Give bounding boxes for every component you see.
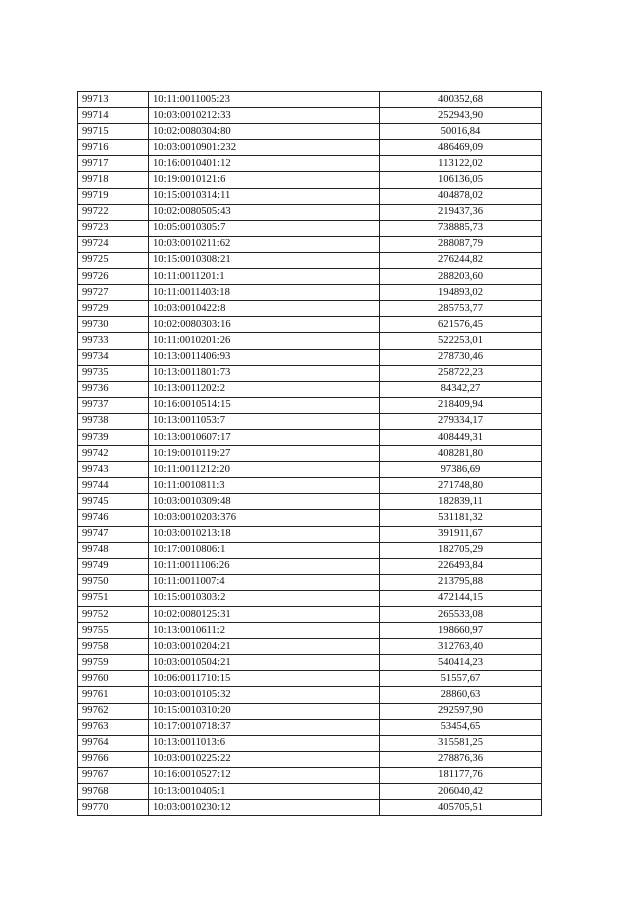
row-id-cell: 99766	[78, 751, 149, 767]
row-id-cell: 99738	[78, 413, 149, 429]
table-row	[78, 140, 542, 156]
cadastral-number-cell: 10:03:0010225:22	[149, 751, 380, 767]
table-row	[78, 623, 542, 639]
row-id-cell: 99760	[78, 671, 149, 687]
amount-cell: 84342,27	[380, 381, 542, 397]
cadastral-number-cell: 10:03:0010230:12	[149, 800, 380, 816]
table-row	[78, 703, 542, 719]
table-row	[78, 751, 542, 767]
table-row	[78, 510, 542, 526]
cadastral-number-cell: 10:19:0010119:27	[149, 446, 380, 462]
amount-cell: 50016,84	[380, 124, 542, 140]
cadastral-table	[77, 91, 542, 816]
row-id-cell: 99742	[78, 446, 149, 462]
cadastral-number-cell: 10:03:0010212:33	[149, 108, 380, 124]
cadastral-number-cell: 10:11:0011005:23	[149, 92, 380, 108]
table-row	[78, 542, 542, 558]
cadastral-number-cell: 10:03:0010204:21	[149, 639, 380, 655]
amount-cell: 194893,02	[380, 285, 542, 301]
table-row	[78, 687, 542, 703]
row-id-cell: 99737	[78, 397, 149, 413]
cadastral-number-cell: 10:13:0011013:6	[149, 735, 380, 751]
cadastral-number-cell: 10:17:0010806:1	[149, 542, 380, 558]
cadastral-number-cell: 10:11:0010811:3	[149, 478, 380, 494]
cadastral-number-cell: 10:03:0010504:21	[149, 655, 380, 671]
row-id-cell: 99739	[78, 429, 149, 445]
cadastral-number-cell: 10:11:0011403:18	[149, 285, 380, 301]
table-row	[78, 784, 542, 800]
row-id-cell: 99759	[78, 655, 149, 671]
row-id-cell: 99717	[78, 156, 149, 172]
row-id-cell: 99733	[78, 333, 149, 349]
cadastral-number-cell: 10:02:0080505:43	[149, 204, 380, 220]
amount-cell: 213795,88	[380, 574, 542, 590]
amount-cell: 206040,42	[380, 784, 542, 800]
row-id-cell: 99734	[78, 349, 149, 365]
cadastral-number-cell: 10:11:0011007:4	[149, 574, 380, 590]
cadastral-number-cell: 10:11:0011106:26	[149, 558, 380, 574]
cadastral-number-cell: 10:02:0080303:16	[149, 317, 380, 333]
amount-cell: 276244,82	[380, 252, 542, 268]
amount-cell: 292597,90	[380, 703, 542, 719]
cadastral-number-cell: 10:11:0011212:20	[149, 462, 380, 478]
cadastral-number-cell: 10:03:0010203:376	[149, 510, 380, 526]
table-row	[78, 413, 542, 429]
table-row	[78, 735, 542, 751]
amount-cell: 315581,25	[380, 735, 542, 751]
cadastral-number-cell: 10:02:0080125:31	[149, 607, 380, 623]
row-id-cell: 99763	[78, 719, 149, 735]
row-id-cell: 99751	[78, 590, 149, 606]
cadastral-number-cell: 10:03:0010422:8	[149, 301, 380, 317]
row-id-cell: 99748	[78, 542, 149, 558]
table-row	[78, 92, 542, 108]
amount-cell: 522253,01	[380, 333, 542, 349]
amount-cell: 219437,36	[380, 204, 542, 220]
table-row	[78, 220, 542, 236]
cadastral-number-cell: 10:02:0080304:80	[149, 124, 380, 140]
row-id-cell: 99714	[78, 108, 149, 124]
row-id-cell: 99715	[78, 124, 149, 140]
amount-cell: 53454,65	[380, 719, 542, 735]
cadastral-number-cell: 10:15:0010303:2	[149, 590, 380, 606]
cadastral-number-cell: 10:03:0010213:18	[149, 526, 380, 542]
row-id-cell: 99723	[78, 220, 149, 236]
table-row	[78, 478, 542, 494]
cadastral-number-cell: 10:19:0010121:6	[149, 172, 380, 188]
table-row	[78, 204, 542, 220]
row-id-cell: 99746	[78, 510, 149, 526]
table-row	[78, 526, 542, 542]
table-row	[78, 446, 542, 462]
table-row	[78, 719, 542, 735]
table-row	[78, 462, 542, 478]
cadastral-number-cell: 10:03:0010901:232	[149, 140, 380, 156]
amount-cell: 226493,84	[380, 558, 542, 574]
cadastral-number-cell: 10:13:0011202:2	[149, 381, 380, 397]
row-id-cell: 99768	[78, 784, 149, 800]
row-id-cell: 99758	[78, 639, 149, 655]
table-row	[78, 558, 542, 574]
table-row	[78, 590, 542, 606]
row-id-cell: 99744	[78, 478, 149, 494]
table-row	[78, 285, 542, 301]
amount-cell: 621576,45	[380, 317, 542, 333]
table-row	[78, 108, 542, 124]
amount-cell: 252943,90	[380, 108, 542, 124]
amount-cell: 113122,02	[380, 156, 542, 172]
table-row	[78, 124, 542, 140]
cadastral-number-cell: 10:16:0010401:12	[149, 156, 380, 172]
row-id-cell: 99750	[78, 574, 149, 590]
table-row	[78, 639, 542, 655]
table-row	[78, 333, 542, 349]
cadastral-number-cell: 10:11:0011201:1	[149, 269, 380, 285]
table-row	[78, 172, 542, 188]
row-id-cell: 99770	[78, 800, 149, 816]
cadastral-number-cell: 10:11:0010201:26	[149, 333, 380, 349]
row-id-cell: 99724	[78, 236, 149, 252]
cadastral-number-cell: 10:06:0011710:15	[149, 671, 380, 687]
cadastral-number-cell: 10:16:0010527:12	[149, 767, 380, 783]
amount-cell: 265533,08	[380, 607, 542, 623]
cadastral-number-cell: 10:13:0011053:7	[149, 413, 380, 429]
amount-cell: 288203,60	[380, 269, 542, 285]
table-row	[78, 655, 542, 671]
table-row	[78, 317, 542, 333]
row-id-cell: 99767	[78, 767, 149, 783]
table-row	[78, 429, 542, 445]
cadastral-number-cell: 10:05:0010305:7	[149, 220, 380, 236]
table-row	[78, 301, 542, 317]
amount-cell: 106136,05	[380, 172, 542, 188]
row-id-cell: 99722	[78, 204, 149, 220]
cadastral-number-cell: 10:03:0010309:48	[149, 494, 380, 510]
cadastral-number-cell: 10:17:0010718:37	[149, 719, 380, 735]
amount-cell: 279334,17	[380, 413, 542, 429]
amount-cell: 391911,67	[380, 526, 542, 542]
row-id-cell: 99752	[78, 607, 149, 623]
table-row	[78, 349, 542, 365]
amount-cell: 531181,32	[380, 510, 542, 526]
row-id-cell: 99747	[78, 526, 149, 542]
table-row	[78, 381, 542, 397]
cadastral-number-cell: 10:15:0010310:20	[149, 703, 380, 719]
row-id-cell: 99749	[78, 558, 149, 574]
row-id-cell: 99736	[78, 381, 149, 397]
amount-cell: 97386,69	[380, 462, 542, 478]
amount-cell: 182705,29	[380, 542, 542, 558]
row-id-cell: 99735	[78, 365, 149, 381]
table-row	[78, 188, 542, 204]
table-row	[78, 800, 542, 816]
table-row	[78, 269, 542, 285]
amount-cell: 198660,97	[380, 623, 542, 639]
amount-cell: 408449,31	[380, 429, 542, 445]
amount-cell: 738885,73	[380, 220, 542, 236]
amount-cell: 182839,11	[380, 494, 542, 510]
table-row	[78, 574, 542, 590]
row-id-cell: 99725	[78, 252, 149, 268]
amount-cell: 472144,15	[380, 590, 542, 606]
amount-cell: 278876,36	[380, 751, 542, 767]
amount-cell: 28860,63	[380, 687, 542, 703]
cadastral-number-cell: 10:13:0010405:1	[149, 784, 380, 800]
amount-cell: 540414,23	[380, 655, 542, 671]
amount-cell: 312763,40	[380, 639, 542, 655]
row-id-cell: 99761	[78, 687, 149, 703]
row-id-cell: 99713	[78, 92, 149, 108]
table-body	[78, 92, 542, 816]
table-row	[78, 671, 542, 687]
table-row	[78, 252, 542, 268]
cadastral-number-cell: 10:13:0010611:2	[149, 623, 380, 639]
amount-cell: 285753,77	[380, 301, 542, 317]
row-id-cell: 99719	[78, 188, 149, 204]
amount-cell: 408281,80	[380, 446, 542, 462]
table-row	[78, 607, 542, 623]
amount-cell: 258722,23	[380, 365, 542, 381]
cadastral-number-cell: 10:13:0010607:17	[149, 429, 380, 445]
amount-cell: 486469,09	[380, 140, 542, 156]
amount-cell: 218409,94	[380, 397, 542, 413]
amount-cell: 400352,68	[380, 92, 542, 108]
amount-cell: 278730,46	[380, 349, 542, 365]
table-row	[78, 767, 542, 783]
table-row	[78, 365, 542, 381]
table-row	[78, 156, 542, 172]
table-row	[78, 236, 542, 252]
row-id-cell: 99726	[78, 269, 149, 285]
amount-cell: 288087,79	[380, 236, 542, 252]
row-id-cell: 99730	[78, 317, 149, 333]
amount-cell: 404878,02	[380, 188, 542, 204]
cadastral-number-cell: 10:15:0010314:11	[149, 188, 380, 204]
row-id-cell: 99755	[78, 623, 149, 639]
amount-cell: 271748,80	[380, 478, 542, 494]
cadastral-number-cell: 10:13:0011801:73	[149, 365, 380, 381]
row-id-cell: 99764	[78, 735, 149, 751]
cadastral-number-cell: 10:03:0010105:32	[149, 687, 380, 703]
row-id-cell: 99743	[78, 462, 149, 478]
table-row	[78, 494, 542, 510]
amount-cell: 181177,76	[380, 767, 542, 783]
amount-cell: 405705,51	[380, 800, 542, 816]
row-id-cell: 99729	[78, 301, 149, 317]
cadastral-number-cell: 10:16:0010514:15	[149, 397, 380, 413]
row-id-cell: 99745	[78, 494, 149, 510]
cadastral-number-cell: 10:13:0011406:93	[149, 349, 380, 365]
row-id-cell: 99718	[78, 172, 149, 188]
row-id-cell: 99727	[78, 285, 149, 301]
row-id-cell: 99762	[78, 703, 149, 719]
amount-cell: 51557,67	[380, 671, 542, 687]
table-row	[78, 397, 542, 413]
cadastral-number-cell: 10:03:0010211:62	[149, 236, 380, 252]
cadastral-number-cell: 10:15:0010308:21	[149, 252, 380, 268]
row-id-cell: 99716	[78, 140, 149, 156]
